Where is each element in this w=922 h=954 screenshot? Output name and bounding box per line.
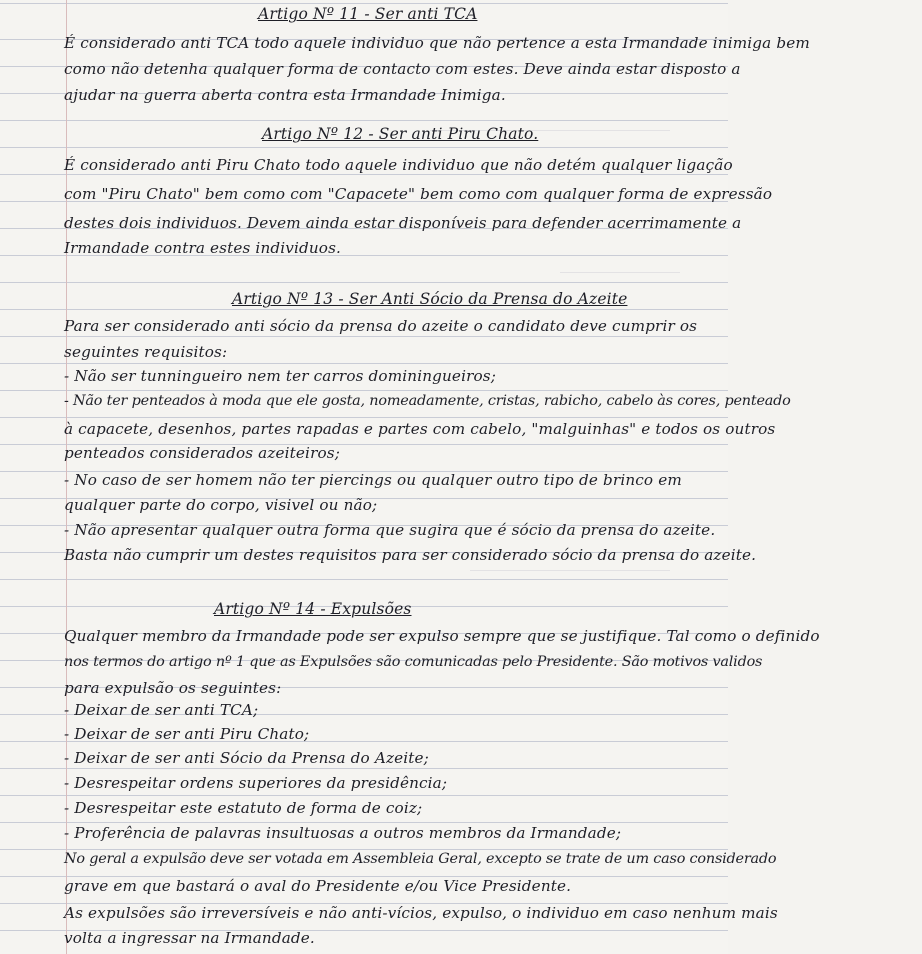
text-line: Qualquer membro da Irmandade pode ser expulso sempre que se justifique. Tal como o definido [64,627,820,645]
text-line: - Deixar de ser anti TCA; [64,701,259,719]
text-line: nos termos do artigo nº 1 que as Expulsões são comunicadas pelo Presidente. São motivos validos [64,654,763,670]
text-line: - Não ser tunningueiro nem ter carros dominingueiros; [64,367,496,385]
text-line: - Deixar de ser anti Sócio da Prensa do Azeite; [64,749,429,767]
bleed-through-mark [560,262,680,273]
text-line: qualquer parte do corpo, visivel ou não; [64,496,378,514]
text-line: destes dois individuos. Devem ainda estar disponíveis para defender acerrimamente a [64,214,742,232]
article-14-title: Artigo Nº 14 - Expulsões [214,600,412,618]
text-line: penteados considerados azeiteiros; [64,444,340,462]
text-line: ajudar na guerra aberta contra esta Irmandade Inimiga. [64,86,506,104]
text-line: Basta não cumprir um destes requisitos para ser considerado sócio da prensa do azeite. [64,546,757,564]
text-line: - No caso de ser homem não ter piercings ou qualquer outro tipo de brinco em [64,471,682,489]
text-line: - Não apresentar qualquer outra forma que sugira que é sócio da prensa do azeite. [64,521,716,539]
text-line: As expulsões são irreversíveis e não anti-vícios, expulso, o individuo em caso nenhum mais [64,904,778,922]
text-line: Irmandade contra estes individuos. [64,239,342,257]
text-line: - Desrespeitar este estatuto de forma de coiz; [64,799,423,817]
text-line: à capacete, desenhos, partes rapadas e partes com cabelo, "malguinhas" e todos os outros [64,420,776,438]
text-line: - Proferência de palavras insultuosas a outros membros da Irmandade; [64,824,622,842]
text-line: É considerado anti TCA todo aquele individuo que não pertence a esta Irmandade inimiga bem [64,34,810,52]
text-line: como não detenha qualquer forma de contacto com estes. Deve ainda estar disposto a [64,60,741,78]
text-line: para expulsão os seguintes: [64,679,282,697]
text-line: - Deixar de ser anti Piru Chato; [64,725,310,743]
text-line: - Desrespeitar ordens superiores da presidência; [64,774,448,792]
text-line: com "Piru Chato" bem como com "Capacete" bem como com qualquer forma de expressão [64,185,773,203]
article-11-title: Artigo Nº 11 - Ser anti TCA [258,5,478,23]
article-13-title: Artigo Nº 13 - Ser Anti Sócio da Prensa do Azeite [232,290,628,308]
text-line: No geral a expulsão deve ser votada em Assembleia Geral, excepto se trate de um caso considerado [64,851,777,867]
text-line: - Não ter penteados à moda que ele gosta, nomeadamente, cristas, rabicho, cabelo às cores, penteado [64,393,791,409]
text-line: É considerado anti Piru Chato todo aquele individuo que não detém qualquer ligação [64,156,733,174]
text-line: grave em que bastará o aval do Presidente e/ou Vice Presidente. [64,877,572,895]
text-line: seguintes requisitos: [64,343,228,361]
text-line: volta a ingressar na Irmandade. [64,929,315,947]
text-line: Para ser considerado anti sócio da prensa do azeite o candidato deve cumprir os [64,317,698,335]
article-12-title: Artigo Nº 12 - Ser anti Piru Chato. [262,125,539,143]
